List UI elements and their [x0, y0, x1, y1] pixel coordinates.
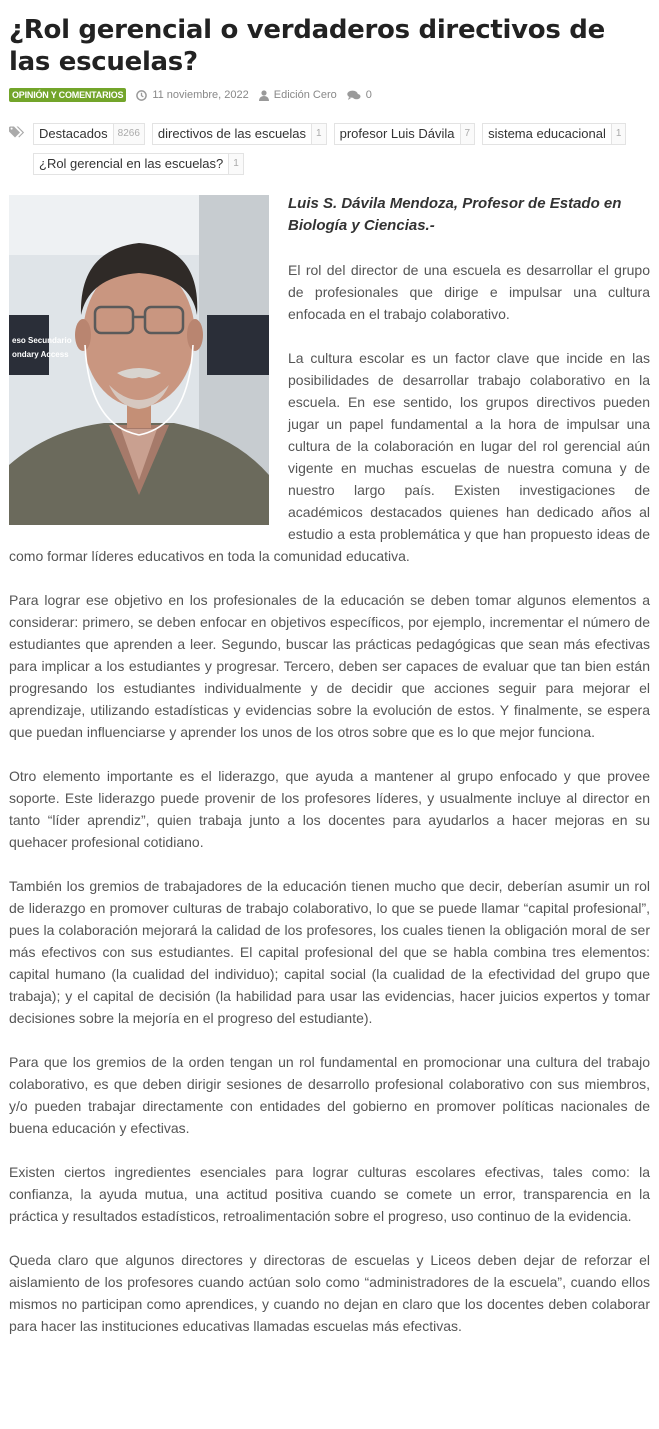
article-paragraph: Para lograr ese objetivo en los profesionales de la educación se deben tomar algunos elementos a considerar: primero, se deben enfocar en objetivos específicos, por ejemplo, incrementar el número de estudiantes que aprenden a leer. Segundo, buscar las prácticas pedagógicas que sean más efectivas para implicar a los estudiantes y progresar. Tercero, deben ser capaces de evaluar que tan bien están progresando los estudiantes individualmente y de decidir que acciones seguir para mejorar el aprendizaje, utilizando estadísticas y evidencias sobre la evolución de estos. Y finalmente, se espera que puedan influenciarse y aprender los unos de los otros sobre que es lo que mejor funciona.: [9, 592, 650, 740]
post-author[interactable]: [259, 89, 337, 101]
comments-count[interactable]: 0: [365, 89, 372, 101]
tag-count: 7: [460, 124, 475, 144]
author-portrait: [9, 195, 269, 525]
article-paragraph: Para que los gremios de la orden tengan un rol fundamental en promocionar una cultura del trabajo colaborativo, es que deben dirigir sesiones de desarrollo profesional colaborativo con sus miembros, y/o pueden trabajar directamente con entidades del gobierno en promover políticas nacionales de buena educación y efectivas.: [9, 1054, 650, 1136]
comments-icon: [347, 90, 361, 101]
tag-label[interactable]: profesor Luis Dávila: [339, 126, 455, 141]
tag-destacados[interactable]: [33, 123, 145, 145]
tag-rol-gerencial[interactable]: [33, 153, 244, 175]
article-paragraph: La cultura escolar es un factor clave que incide en las posibilidades de desarrollar trabajo colaborativo en la escuela. En ese sentido, los grupos directivos pueden jugar un papel fundamental a la hora de impulsar una cultura de la colaboración en lugar del rol gerencial aún vigente en muchas escuelas de nuestra comuna y de nuestro largo país. Existen investigaciones de académicos destacados quienes han dedicado años al estudio a esta problemática y que han propuesto ideas de como formar líderes educativos en toda la comunidad educativa.: [9, 350, 650, 564]
tag-count: 1: [611, 124, 626, 144]
sign-text-left-2: ondary Access: [12, 350, 69, 359]
tag-label[interactable]: ¿Rol gerencial en las escuelas?: [39, 156, 224, 171]
user-icon: [259, 90, 269, 101]
post-comments[interactable]: [347, 89, 372, 101]
article-paragraph: Otro elemento importante es el liderazgo, que ayuda a mantener al grupo enfocado y que provee soporte. Este liderazgo puede provenir de los profesores líderes, y usualmente incluye al director en tanto “líder aprendiz”, quien trabaja junto a los docentes para ayudarlos a hacer mejoras en su quehacer profesional cotidiano.: [9, 768, 650, 850]
tag-count: 1: [228, 154, 243, 174]
article-author-line: Luis S. Dávila Mendoza, Profesor de Estado en Biología y Ciencias.-: [288, 195, 622, 234]
tag-list: [33, 123, 650, 175]
article-paragraph: Existen ciertos ingredientes esenciales para lograr culturas escolares efectivas, tales como: la confianza, la ayuda mutua, una actitud positiva cuando se comete un error, transparencia en la práctica y resultados estadísticos, retroalimentación sobre el progreso, uso continuo de la evidencia.: [9, 1164, 650, 1224]
post-title: ¿Rol gerencial o verdaderos directivos de las escuelas?: [9, 15, 605, 77]
tag-sistema-educacional[interactable]: [482, 123, 626, 145]
tags-icon: [9, 123, 33, 175]
tag-count: 8266: [113, 124, 144, 144]
tag-label[interactable]: directivos de las escuelas: [157, 126, 307, 141]
tag-directivos-de-las-escuelas[interactable]: [152, 123, 327, 145]
post-date: [136, 89, 248, 101]
author-photo: [9, 195, 269, 525]
article-paragraph: Queda claro que algunos directores y directoras de escuelas y Liceos deben dejar de reforzar el aislamiento de los profesores cuando actúan solo como “administradores de la escuela”, cuando ellos mismos no participan como aprendices, y cuando no dejan en claro que los docentes deben colaborar para hacer las instituciones educativas llamadas escuelas más efectivas.: [9, 1252, 650, 1334]
tag-profesor-luis-davila[interactable]: [334, 123, 475, 145]
post-author-name[interactable]: Edición Cero: [273, 89, 337, 101]
tag-label[interactable]: sistema educacional: [488, 126, 606, 141]
clock-icon: [136, 90, 147, 101]
post-meta: [9, 86, 650, 104]
tag-label[interactable]: Destacados: [39, 126, 108, 141]
article-paragraph: El rol del director de una escuela es desarrollar el grupo de profesionales que dirige e impulsar una cultura enfocada en el trabajo colaborativo.: [288, 262, 650, 322]
tag-bar: [9, 123, 650, 175]
article-body: [9, 193, 650, 1337]
tag-count: 1: [311, 124, 326, 144]
sign-text-left: eso Secundario: [12, 336, 72, 345]
article-paragraph: También los gremios de trabajadores de la educación tienen mucho que decir, deberían asumir un rol de liderazgo en promover culturas de trabajo colaborativo, lo que se puede llamar “capital profesional”, pues la colaboración mejorará la calidad de los profesores, los cuales tienen la obligación moral de ser más efectivos con sus estudiantes. El capital profesional del que se habla combina tres elementos: capital humano (la cualidad del individuo); capital social (la cualidad de la efectividad del grupo que trabaja); y el capital de decisión (la habilidad para usar las evidencias, hacer juicios expertos y tomar decisiones sobre la mejoría en el progreso del estudiante).: [9, 878, 650, 1026]
category-badge[interactable]: OPINIÓN Y COMENTARIOS: [9, 88, 126, 102]
post-date-text: 11 noviembre, 2022: [152, 89, 249, 101]
